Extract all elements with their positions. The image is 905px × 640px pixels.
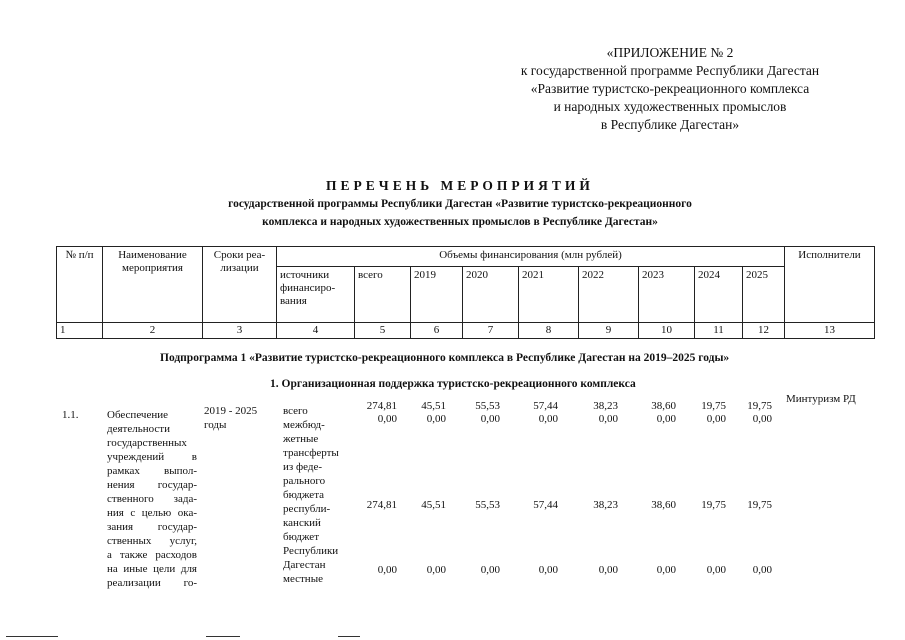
appendix-line: в Республике Дагестан»: [600, 117, 740, 132]
funding-source-line: местные: [283, 573, 323, 585]
appendix-header: [460, 44, 880, 134]
header-sources: источники финансиро-вания: [277, 267, 355, 323]
measure-name-line: ния с целью ока-: [107, 507, 197, 519]
funding-source-line: Дагестан: [283, 559, 326, 571]
section-title: 1. Организационная поддержка туристско-рекреационного комплекса: [270, 378, 636, 390]
title-main: ПЕРЕЧЕНЬ МЕРОПРИЯТИЙ: [326, 178, 594, 193]
executor: Минтуризм РД: [786, 393, 856, 405]
federal-value: 0,00: [538, 413, 558, 425]
federal-value: 0,00: [656, 413, 676, 425]
funding-source-line: всего: [283, 405, 308, 417]
measure-terms: 2019 - 2025 годы: [204, 405, 258, 431]
document-title: [150, 178, 770, 230]
local-value: 0,00: [598, 564, 618, 576]
title-subtitle-line: государственной программы Республики Дагестан «Развитие туристско-рекреационного: [228, 198, 692, 210]
local-value: 0,00: [480, 564, 500, 576]
measure-name-line: Обеспечение: [107, 409, 168, 421]
local-value: 0,00: [752, 564, 772, 576]
header-year-2021: 2021: [519, 267, 579, 323]
header-terms: Сроки реа-лизации: [203, 247, 277, 323]
funding-source-line: из феде-: [283, 461, 322, 473]
measure-name-line: рамках выпол-: [107, 465, 197, 477]
republic-value: 274,81: [366, 499, 397, 511]
federal-value: 0,00: [598, 413, 618, 425]
measure-name-line: а также расходов: [107, 549, 197, 561]
republic-value: 45,51: [421, 499, 446, 511]
total-value: 19,75: [701, 400, 726, 412]
funding-source-line: жетные: [283, 433, 319, 445]
measure-name-line: ственного зада-: [107, 493, 197, 505]
federal-value: 0,00: [377, 413, 397, 425]
column-number: 9: [579, 323, 639, 339]
header-executors: Исполнители: [785, 247, 875, 323]
total-value: 38,23: [593, 400, 618, 412]
funding-source-line: бюджет: [283, 531, 319, 543]
total-value: 274,81: [366, 400, 397, 412]
header-name: Наименование мероприятия: [103, 247, 203, 323]
column-number: 8: [519, 323, 579, 339]
funding-source-line: бюджета: [283, 489, 325, 501]
republic-value: 19,75: [701, 499, 726, 511]
header-year-2023: 2023: [639, 267, 695, 323]
header-year-2024: 2024: [695, 267, 743, 323]
funding-source-line: канский: [283, 517, 321, 529]
republic-value: 55,53: [475, 499, 500, 511]
local-value: 0,00: [538, 564, 558, 576]
footer-rule: [6, 636, 58, 637]
footer-rule: [338, 636, 360, 637]
appendix-title: «ПРИЛОЖЕНИЕ № 2: [606, 45, 734, 60]
republic-value: 57,44: [533, 499, 558, 511]
column-number: 2: [103, 323, 203, 339]
header-year-2022: 2022: [579, 267, 639, 323]
header-funding: Объемы финансирования (млн рублей): [277, 247, 785, 267]
column-number: 1: [57, 323, 103, 339]
measure-name-line: ственных услуг,: [107, 535, 197, 547]
funding-source-line: трансферты: [283, 447, 339, 459]
measures-table: [56, 246, 875, 339]
total-value: 19,75: [747, 400, 772, 412]
measure-name: [107, 408, 197, 590]
header-year-2020: 2020: [463, 267, 519, 323]
total-value: 45,51: [421, 400, 446, 412]
column-number: 12: [743, 323, 785, 339]
row-number: 1.1.: [62, 409, 79, 421]
column-number: 4: [277, 323, 355, 339]
federal-value: 0,00: [706, 413, 726, 425]
appendix-line: «Развитие туристско-рекреационного комплекса: [530, 81, 810, 96]
appendix-line: к государственной программе Республики Дагестан: [520, 63, 820, 78]
column-number: 5: [355, 323, 411, 339]
republic-value: 38,60: [651, 499, 676, 511]
column-number: 7: [463, 323, 519, 339]
header-year-2025: 2025: [743, 267, 785, 323]
federal-value: 0,00: [752, 413, 772, 425]
footer-rule: [206, 636, 240, 637]
funding-source-line: Республики: [283, 545, 339, 557]
federal-value: 0,00: [426, 413, 446, 425]
header-total: всего: [355, 267, 411, 323]
measure-name-line: зания государ-: [107, 521, 197, 533]
federal-value: 0,00: [480, 413, 500, 425]
measure-name-line: реализации го-: [107, 577, 197, 589]
measure-name-line: учреждений в: [107, 451, 197, 463]
republic-value: 19,75: [747, 499, 772, 511]
total-value: 55,53: [475, 400, 500, 412]
measure-name-line: на иные цели для: [107, 563, 197, 575]
measure-name-line: деятельности: [107, 423, 170, 435]
appendix-line: и народных художественных промыслов: [553, 99, 787, 114]
column-number: 6: [411, 323, 463, 339]
local-value: 0,00: [706, 564, 726, 576]
column-number: 13: [785, 323, 875, 339]
funding-source-line: рального: [283, 475, 326, 487]
header-num: № п/п: [57, 247, 103, 323]
local-value: 0,00: [656, 564, 676, 576]
subprogram-title: Подпрограмма 1 «Развитие туристско-рекреационного комплекса в Республике Дагестан на 2019–2025 годы»: [160, 352, 730, 364]
title-subtitle-line: комплекса и народных художественных промыслов в Республике Дагестан»: [262, 216, 658, 228]
republic-value: 38,23: [593, 499, 618, 511]
total-value: 38,60: [651, 400, 676, 412]
measure-name-line: нения государ-: [107, 479, 197, 491]
column-number: 11: [695, 323, 743, 339]
total-value: 57,44: [533, 400, 558, 412]
local-value: 0,00: [377, 564, 397, 576]
column-number: 10: [639, 323, 695, 339]
column-number: 3: [203, 323, 277, 339]
header-year-2019: 2019: [411, 267, 463, 323]
funding-sources: [283, 404, 355, 586]
measure-name-line: государственных: [107, 437, 187, 449]
local-value: 0,00: [426, 564, 446, 576]
funding-source-line: республи-: [283, 503, 331, 515]
funding-source-line: межбюд-: [283, 419, 325, 431]
